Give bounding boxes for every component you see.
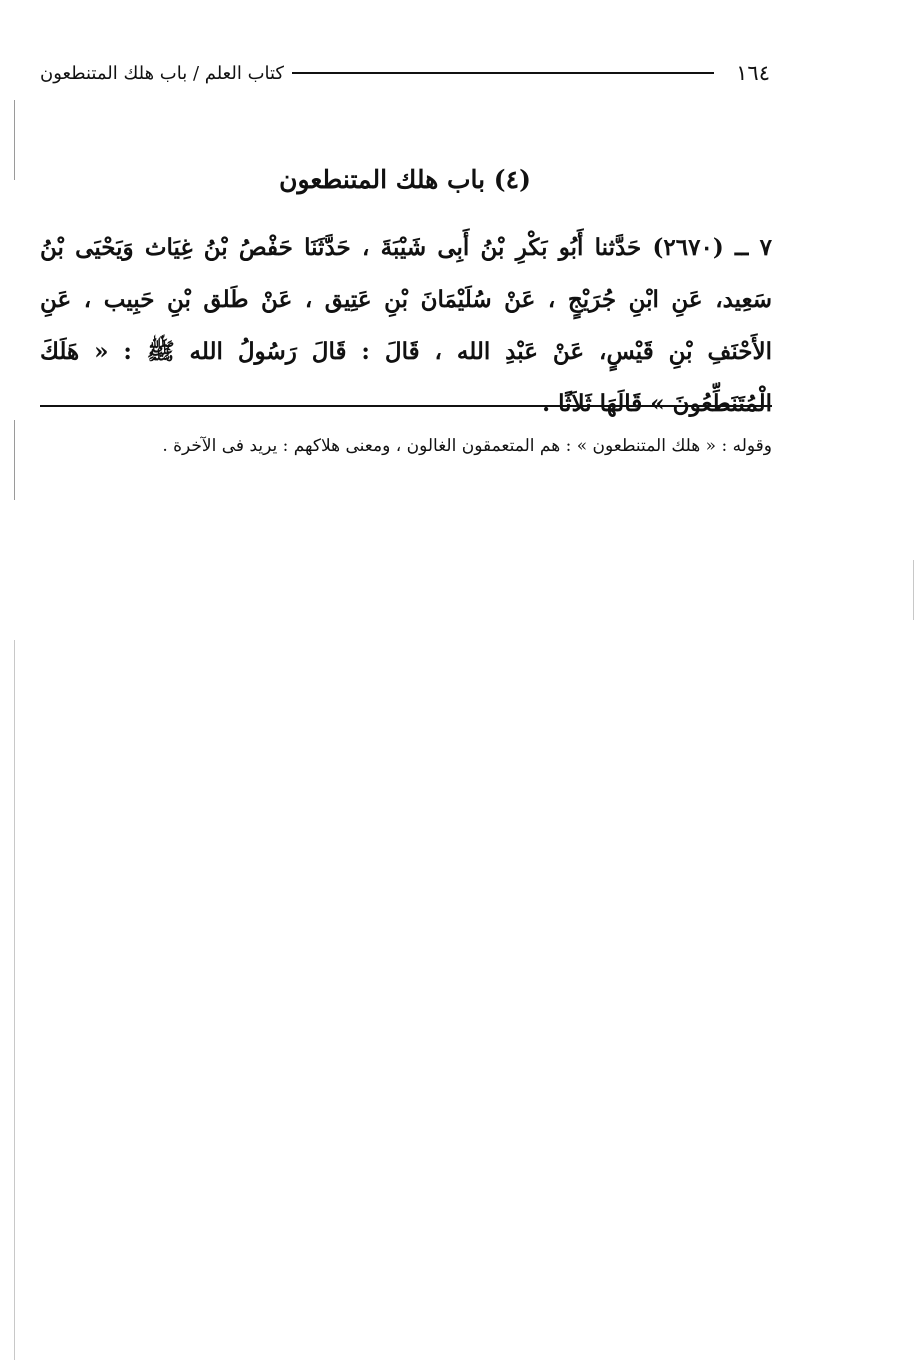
scan-edge-line (14, 420, 15, 500)
footnote-separator (40, 405, 772, 407)
footnote-text: وقوله : « هلك المتنطعون » : هم المتعمقون الغالون ، ومعنى هلاكهم : يريد فى الآخرة . (162, 436, 772, 456)
header-rule (292, 72, 714, 74)
chapter-heading: (٤) باب هلك المتنطعون (279, 165, 531, 194)
scan-edge-line (14, 640, 15, 1360)
page-number: ١٦٤ (736, 61, 770, 85)
hadith-text: ٧ ــ (٢٦٧٠) حَدَّثنا أَبُو بَكْرِ بْنُ أَبِى شَيْبَةَ ، حَدَّثَنَا حَفْصُ بْنُ غِيَاث وَيَحْيَى بْنُ سَعِيد، عَنِ ابْنِ جُرَيْجٍ ، عَنْ سُلَيْمَانَ بْنِ عَتِيق ، عَنْ طَلق بْنِ حَبِيب ، عَنِ الأَحْنَفِ بْنِ قَيْسٍ، عَنْ عَبْدِ الله ، قَالَ : قَالَ رَسُولُ الله ﷺ : « هَلَكَ الْمُتَنَطِّعُونَ » قَالَهَا ثَلاَثًا . (40, 234, 772, 417)
scan-edge-line (913, 560, 914, 620)
running-title: كتاب العلم / باب هلك المتنطعون (40, 62, 284, 84)
scan-edge-line (14, 100, 15, 180)
running-header (40, 58, 770, 88)
